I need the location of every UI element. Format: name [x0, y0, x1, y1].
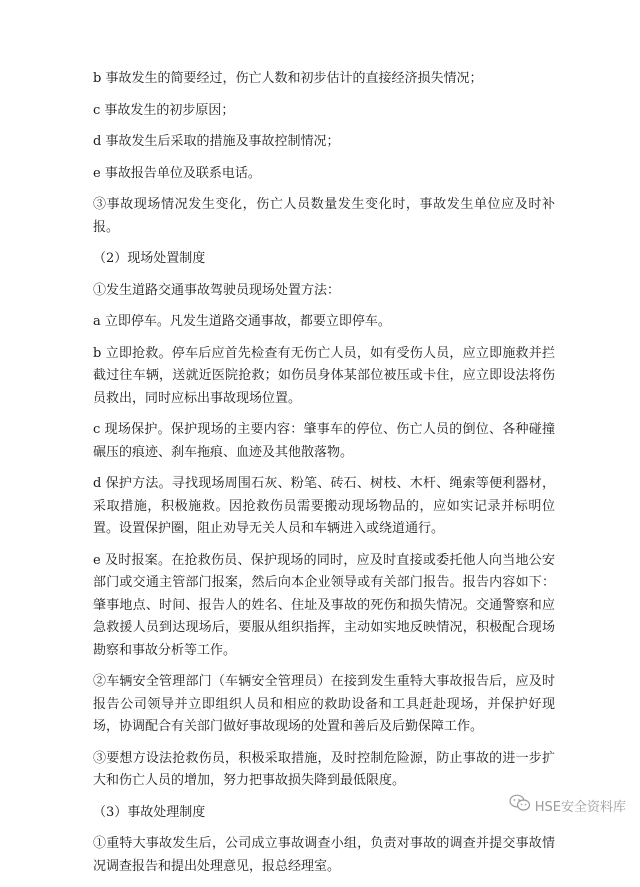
- paragraph-rescue-wounded: ③要想方设法抢救伤员，积极采取措施，及时控制危险源，防止事故的进一步扩大和伤亡人员的增加，努力把事故损失降到最低限度。: [93, 750, 555, 788]
- paragraph-a-stop: a 立即停车。凡发生道路交通事故，都要立即停车。: [93, 314, 391, 329]
- watermark: [509, 794, 626, 816]
- paragraph-d-measures: d 事故发生后采取的措施及事故控制情况；: [93, 134, 340, 149]
- paragraph-c-cause: c 事故发生的初步原因；: [93, 102, 235, 118]
- paragraph-supplementary-report: ③事故现场情况发生变化，伤亡人员数量发生变化时，事故发生单位应及时补报。: [93, 197, 555, 235]
- paragraph-vehicle-safety-dept: ②车辆安全管理部门（车辆安全管理员）在接到发生重特大事故报告后，应及时报告公司领导并立即组织人员和相应的救助设备和工具赶赴现场，并保护好现场，协调配合有关部门做好事故现场的处置和善后及后勤保障工作。: [93, 674, 555, 734]
- document-page: [93, 68, 555, 887]
- paragraph-d-protect-method: d 保护方法。寻找现场周围石灰、粉笔、砖石、树枝、木杆、绳索等便利器材，采取措施，积极施救。因抢救伤员需要搬动现场物品的，应如实记录并标明位置。设置保护圈，阻止劝导无关人员和车辆进入或绕道通行。: [93, 476, 555, 536]
- paragraph-investigation-team: ①重特大事故发生后，公司成立事故调查小组，负责对事故的调查并提交事故情况调查报告和提出处理意见，报总经理室。: [93, 836, 555, 874]
- paragraph-b-summary: b 事故发生的简要经过，伤亡人数和初步估计的直接经济损失情况；: [93, 71, 483, 86]
- paragraph-c-protect-scene: c 现场保护。保护现场的主要内容：肇事车的停位、伤亡人员的倒位、各种碰撞碾压的痕迹、刹车拖痕、血迹及其他散落物。: [93, 422, 555, 460]
- paragraph-e-contact: e 事故报告单位及联系电话。: [93, 165, 261, 181]
- paragraph-b-rescue: b 立即抢救。停车后应首先检查有无伤亡人员，如有受伤人员，应立即施救并拦截过往车辆，送就近医院抢救；如伤员身体某部位被压或卡住，应立即设法将伤员救出，同时应标出事故现场位置。: [93, 345, 555, 406]
- paragraph-e-report: e 及时报案。在抢救伤员、保护现场的同时，应及时直接或委托他人向当地公安部门或交通主管部门报案，然后向本企业领导或有关部门报告。报告内容如下：肇事地点、时间、报告人的姓名、住址及事故的死伤和损失情况。交通警察和应急救援人员到达现场后，要服从组织指挥，主动如实地反映情况，积极配合现场勘察和事故分析等工作。: [93, 552, 555, 658]
- section-heading-onsite-handling: （2）现场处置制度: [93, 251, 206, 266]
- watermark-text: HSE安全资料库: [534, 799, 626, 815]
- paragraph-driver-method: ①发生道路交通事故驾驶员现场处置方法：: [93, 282, 341, 298]
- wechat-icon: [509, 794, 531, 816]
- section-heading-accident-handling: （3）事故处理制度: [93, 804, 206, 820]
